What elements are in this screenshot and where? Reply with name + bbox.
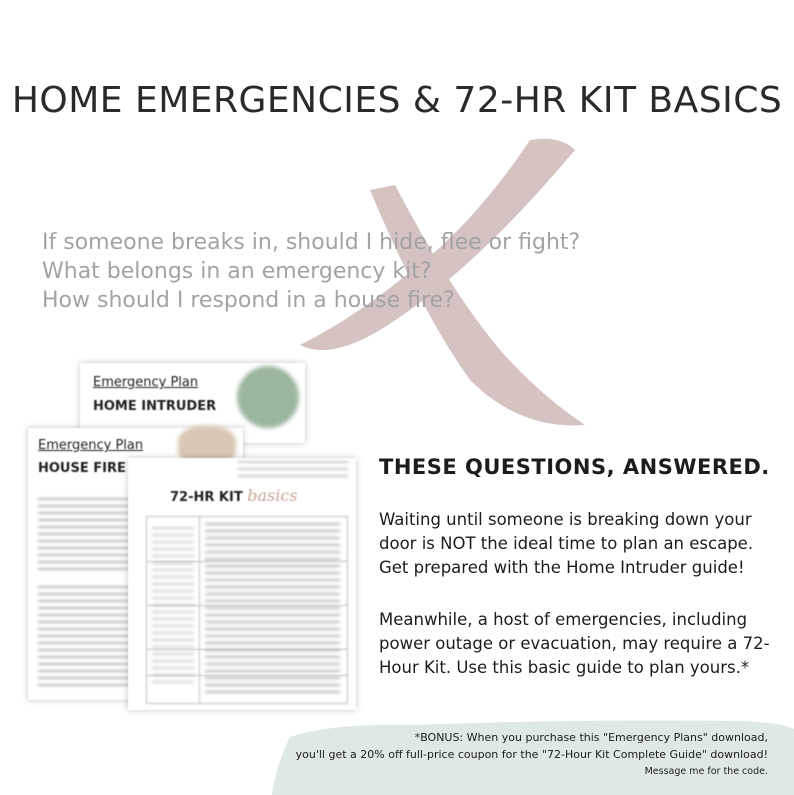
question-item: If someone breaks in, should I hide, flee or fight? [42, 230, 581, 255]
doc-label: Emergency Plan [38, 438, 144, 453]
bonus-line: you'll get a 20% off full-price coupon for the "72-Hour Kit Complete Guide" download! [295, 748, 768, 761]
doc-title [170, 486, 298, 505]
page-title: HOME EMERGENCIES & 72-HR KIT BASICS [11, 80, 783, 121]
kit-title-main: 72-HR KIT [170, 490, 243, 505]
green-badge-icon [237, 366, 299, 428]
bonus-line: *BONUS: When you purchase this "Emergency Plans" download, [414, 731, 768, 744]
doc-title: HOME INTRUDER [93, 399, 217, 414]
answer-heading: THESE QUESTIONS, ANSWERED. [379, 455, 770, 479]
doc-title: HOUSE FIRE [38, 461, 126, 476]
answer-paragraph-intruder: Waiting until someone is breaking down your door is NOT the ideal time to plan an escape. Get prepared with the Home Intruder guide! [379, 510, 754, 577]
answer-paragraph-kit: Meanwhile, a host of emergencies, including power outage or evacuation, may require a 72-Hour Kit. Use this basic guide to plan yours.* [379, 610, 770, 677]
question-list [42, 228, 580, 315]
question-item: How should I respond in a house fire? [42, 288, 455, 313]
kit-basics-preview [128, 458, 356, 710]
question-item: What belongs in an emergency kit? [42, 259, 432, 284]
bonus-line: Message me for the code. [644, 766, 768, 777]
bonus-note [248, 729, 768, 780]
kit-title-script: basics [247, 486, 298, 505]
doc-label: Emergency Plan [93, 375, 199, 390]
kit-table [146, 516, 348, 704]
